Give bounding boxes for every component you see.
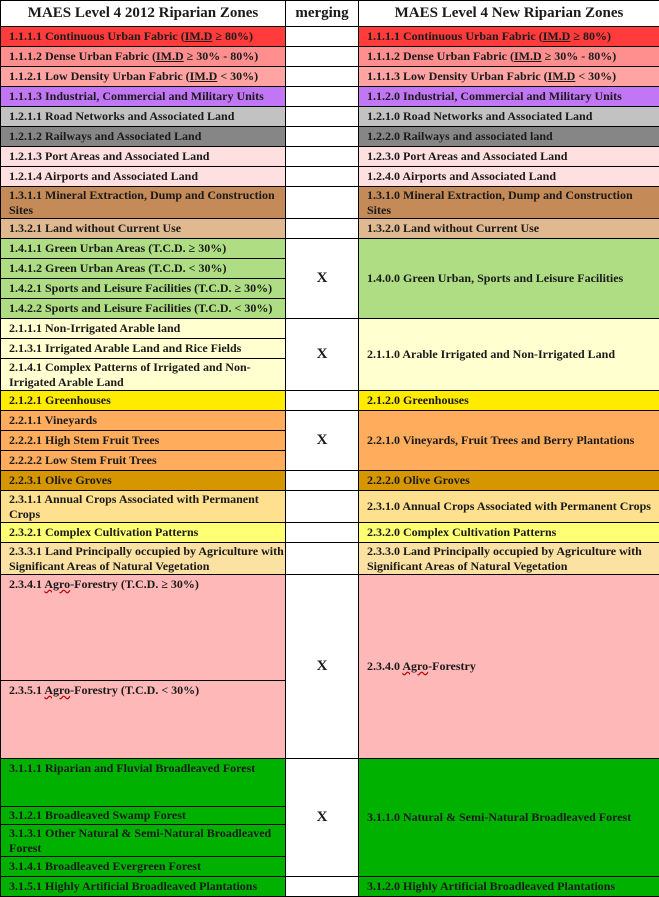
right-cell: 1.1.1.1 Continuous Urban Fabric (IM.D ≥ 80%): [359, 27, 659, 47]
merge-cell: [286, 471, 359, 491]
table-row: [1, 27, 659, 47]
left-cell: 2.2.2.2 Low Stem Fruit Trees: [1, 451, 286, 471]
merge-cell: [286, 491, 359, 523]
table-row: [1, 491, 659, 523]
right-cell: 1.3.1.0 Mineral Extraction, Dump and Construction Sites: [359, 187, 659, 219]
right-cell: 2.3.4.0 Agro-Forestry: [359, 575, 659, 759]
table-row: [1, 523, 659, 543]
header-row: [1, 1, 659, 27]
right-cell: 1.2.2.0 Railways and associated land: [359, 127, 659, 147]
left-cell: 2.3.4.1 Agro-Forestry (T.C.D. ≥ 30%): [1, 575, 286, 681]
left-cell: 1.4.2.1 Sports and Leisure Facilities (T.C.D. ≥ 30%): [1, 279, 286, 299]
table-row: [1, 877, 659, 897]
left-cell: 3.1.5.1 Highly Artificial Broadleaved Plantations: [1, 877, 286, 897]
left-cell: 3.1.4.1 Broadleaved Evergreen Forest: [1, 857, 286, 877]
table-row: [1, 471, 659, 491]
right-cell: 2.1.2.0 Greenhouses: [359, 391, 659, 411]
header-merging: merging: [286, 1, 359, 27]
header-left: MAES Level 4 2012 Riparian Zones: [1, 1, 286, 27]
right-cell: 1.1.1.2 Dense Urban Fabric (IM.D ≥ 30% - 80%): [359, 47, 659, 67]
table-row: [1, 411, 659, 431]
merge-cell: [286, 167, 359, 187]
table-row: [1, 67, 659, 87]
left-cell: 1.1.1.3 Industrial, Commercial and Military Units: [1, 87, 286, 107]
table-row: [1, 759, 659, 807]
merge-cell: [286, 107, 359, 127]
left-cell: 1.4.1.2 Green Urban Areas (T.C.D. < 30%): [1, 259, 286, 279]
left-cell: 1.1.1.1 Continuous Urban Fabric (IM.D ≥ 80%): [1, 27, 286, 47]
merge-cell: [286, 67, 359, 87]
left-cell: 1.2.1.1 Road Networks and Associated Land: [1, 107, 286, 127]
left-cell: 2.2.2.1 High Stem Fruit Trees: [1, 431, 286, 451]
table-row: [1, 47, 659, 67]
left-cell: 1.2.1.4 Airports and Associated Land: [1, 167, 286, 187]
left-cell: 1.3.1.1 Mineral Extraction, Dump and Construction Sites: [1, 187, 286, 219]
merge-mark: X: [286, 575, 359, 759]
left-cell: 3.1.2.1 Broadleaved Swamp Forest: [1, 807, 286, 825]
table-row: [1, 219, 659, 239]
right-cell: 1.1.2.0 Industrial, Commercial and Military Units: [359, 87, 659, 107]
left-cell: 2.3.2.1 Complex Cultivation Patterns: [1, 523, 286, 543]
left-cell: 2.3.3.1 Land Principally occupied by Agriculture with Significant Areas of Natural Vegetation: [1, 543, 286, 575]
merge-cell: [286, 47, 359, 67]
right-cell: 1.2.1.0 Road Networks and Associated Land: [359, 107, 659, 127]
merge-cell: [286, 523, 359, 543]
merge-cell: [286, 187, 359, 219]
right-cell: 1.4.0.0 Green Urban, Sports and Leisure Facilities: [359, 239, 659, 319]
merge-cell: [286, 87, 359, 107]
right-cell: 1.2.3.0 Port Areas and Associated Land: [359, 147, 659, 167]
left-cell: 3.1.3.1 Other Natural & Semi-Natural Broadleaved Forest: [1, 825, 286, 857]
right-cell: 2.3.3.0 Land Principally occupied by Agriculture with Significant Areas of Natural Vegetation: [359, 543, 659, 575]
left-cell: 1.3.2.1 Land without Current Use: [1, 219, 286, 239]
table-row: [1, 187, 659, 219]
left-cell: 2.1.2.1 Greenhouses: [1, 391, 286, 411]
right-cell: 2.2.1.0 Vineyards, Fruit Trees and Berry Plantations: [359, 411, 659, 471]
merge-cell: [286, 219, 359, 239]
left-cell: 2.2.3.1 Olive Groves: [1, 471, 286, 491]
merge-cell: [286, 543, 359, 575]
left-cell: 1.1.2.1 Low Density Urban Fabric (IM.D < 30%): [1, 67, 286, 87]
right-cell: 1.2.4.0 Airports and Associated Land: [359, 167, 659, 187]
left-cell: 3.1.1.1 Riparian and Fluvial Broadleaved Forest: [1, 759, 286, 807]
left-cell: 1.4.2.2 Sports and Leisure Facilities (T.C.D. < 30%): [1, 299, 286, 319]
left-cell: 2.1.4.1 Complex Patterns of Irrigated and Non-Irrigated Arable Land: [1, 359, 286, 391]
table-row: [1, 239, 659, 259]
right-cell: 2.3.1.0 Annual Crops Associated with Permanent Crops: [359, 491, 659, 523]
left-cell: 2.1.3.1 Irrigated Arable Land and Rice Fields: [1, 339, 286, 359]
left-cell: 2.3.5.1 Agro-Forestry (T.C.D. < 30%): [1, 681, 286, 759]
right-cell: 1.1.1.3 Low Density Urban Fabric (IM.D < 30%): [359, 67, 659, 87]
right-cell: 2.3.2.0 Complex Cultivation Patterns: [359, 523, 659, 543]
merge-mark: X: [286, 239, 359, 319]
right-cell: 3.1.1.0 Natural & Semi-Natural Broadleaved Forest: [359, 759, 659, 877]
right-cell: 1.3.2.0 Land without Current Use: [359, 219, 659, 239]
merge-mark: X: [286, 319, 359, 391]
left-cell: 2.1.1.1 Non-Irrigated Arable land: [1, 319, 286, 339]
merge-mark: X: [286, 759, 359, 877]
left-cell: 1.2.1.2 Railways and Associated Land: [1, 127, 286, 147]
table-row: [1, 107, 659, 127]
left-cell: 1.4.1.1 Green Urban Areas (T.C.D. ≥ 30%): [1, 239, 286, 259]
table-row: [1, 87, 659, 107]
right-cell: 3.1.2.0 Highly Artificial Broadleaved Plantations: [359, 877, 659, 897]
left-cell: 2.3.1.1 Annual Crops Associated with Permanent Crops: [1, 491, 286, 523]
table-row: [1, 391, 659, 411]
table-row: [1, 575, 659, 681]
right-cell: 2.1.1.0 Arable Irrigated and Non-Irrigated Land: [359, 319, 659, 391]
merge-cell: [286, 127, 359, 147]
table-row: [1, 147, 659, 167]
table-row: [1, 167, 659, 187]
merge-mark: X: [286, 411, 359, 471]
header-right: MAES Level 4 New Riparian Zones: [359, 1, 659, 27]
left-cell: 2.2.1.1 Vineyards: [1, 411, 286, 431]
table-row: [1, 543, 659, 575]
merge-cell: [286, 391, 359, 411]
left-cell: 1.1.1.2 Dense Urban Fabric (IM.D ≥ 30% - 80%): [1, 47, 286, 67]
merge-cell: [286, 27, 359, 47]
right-cell: 2.2.2.0 Olive Groves: [359, 471, 659, 491]
table-row: [1, 127, 659, 147]
merge-cell: [286, 147, 359, 167]
merge-cell: [286, 877, 359, 897]
left-cell: 1.2.1.3 Port Areas and Associated Land: [1, 147, 286, 167]
table-row: [1, 319, 659, 339]
